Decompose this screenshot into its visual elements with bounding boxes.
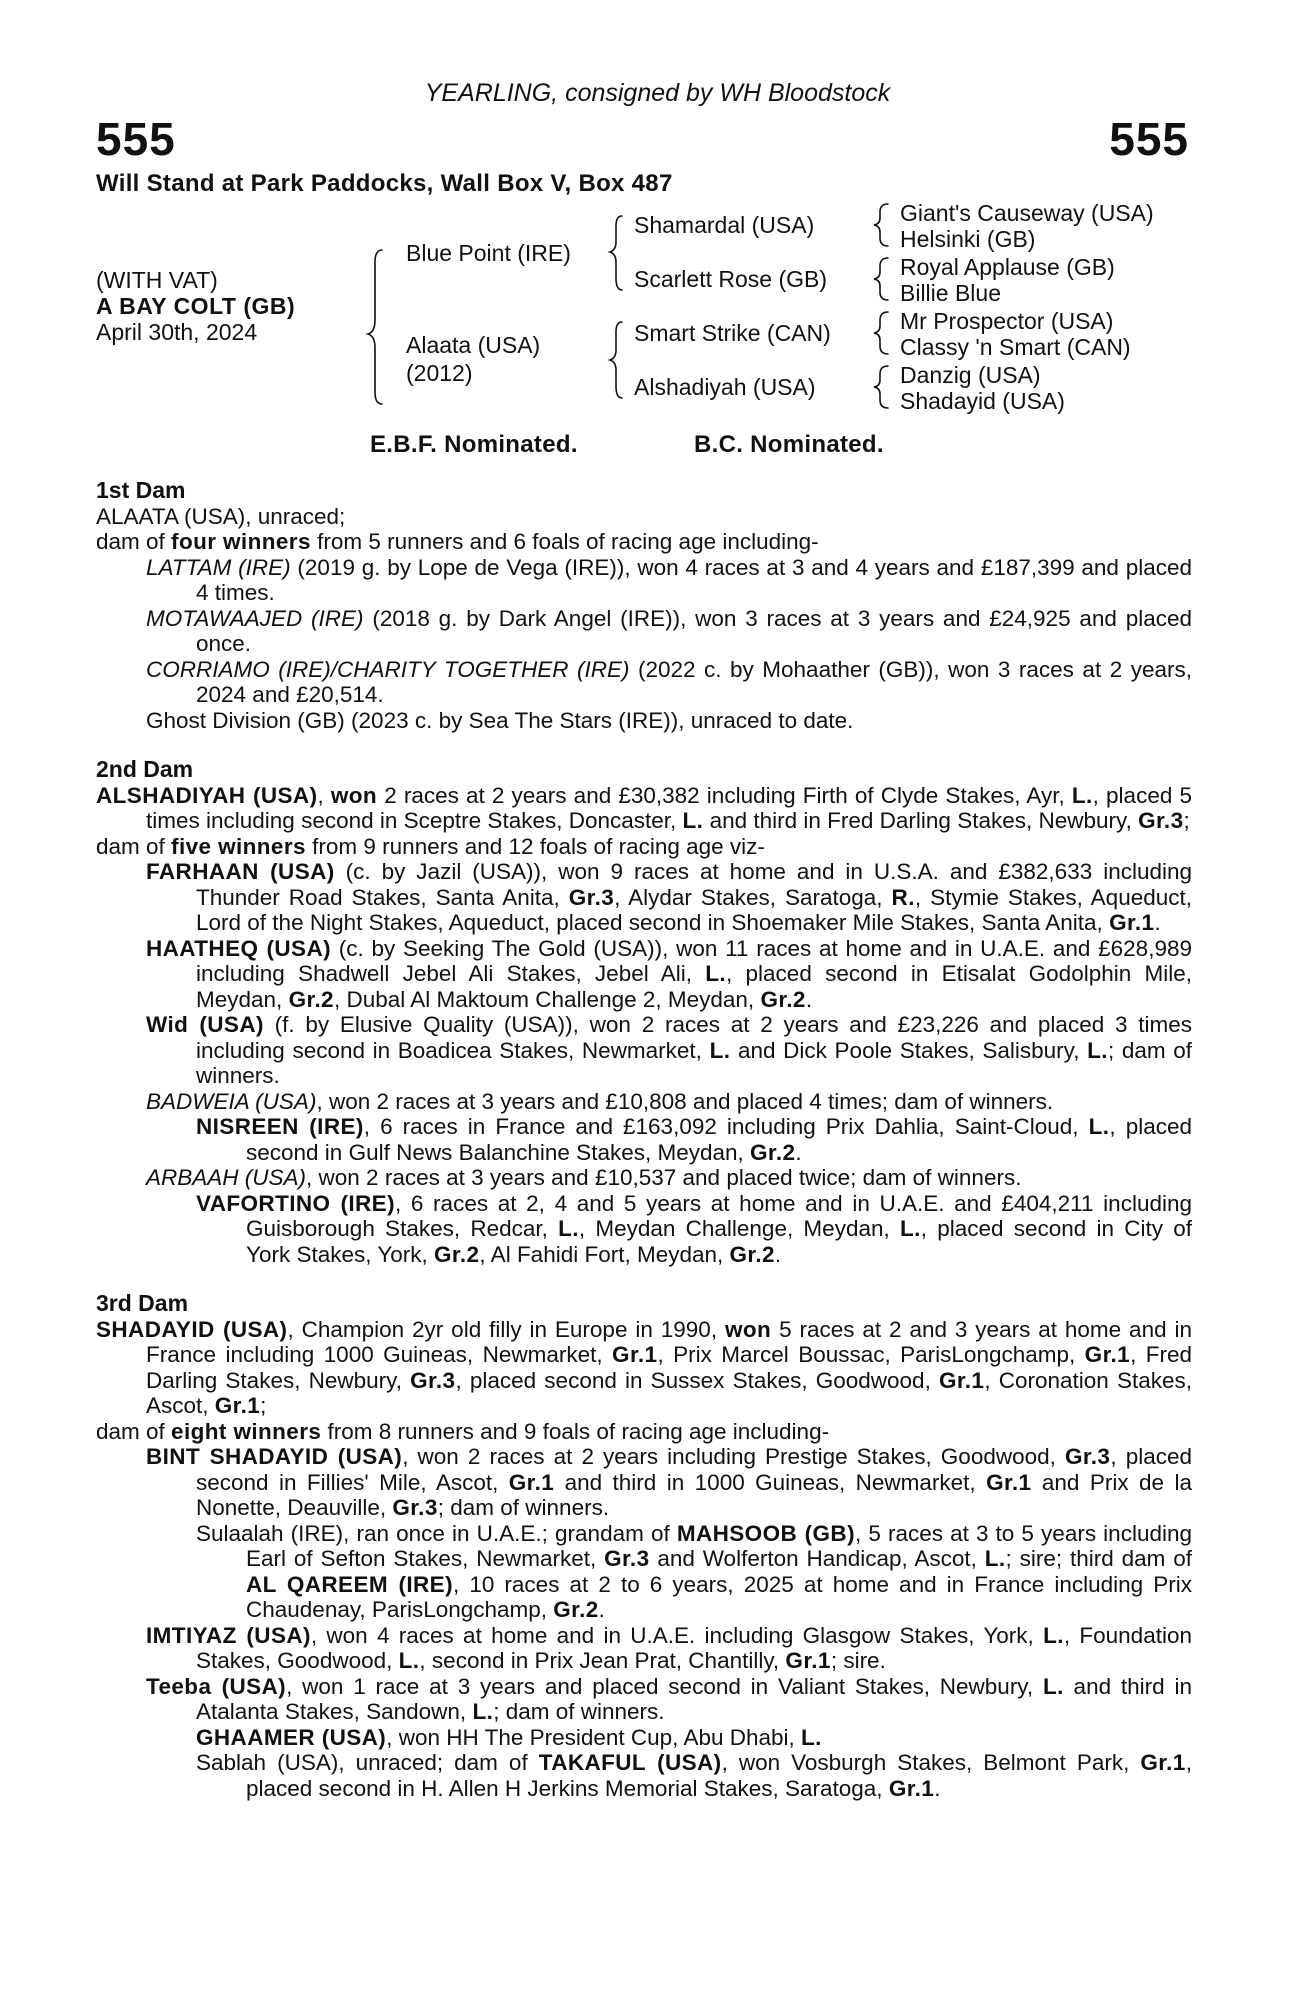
produce-entry: ARBAAH (USA), won 2 races at 3 years and £10,537 and placed twice; dam of winners.: [146, 1165, 1022, 1190]
produce-entry: HAATHEQ (USA) (c. by Seeking The Gold (USA)), won 11 races at home and in U.A.E. and £628,989 including Shadwell Jebel Ali Stakes, Jebel Ali, L., placed second in Etisalat Godolphin Mile, Meydan, Gr.2, Dubal Al Maktoum Challenge 2, Meydan, Gr.2.: [146, 935, 1192, 1012]
bracket-dd: [874, 366, 888, 408]
consignment-title: YEARLING, consigned by WH Bloodstock: [424, 79, 891, 107]
produce-entry: CORRIAMO (IRE)/CHARITY TOGETHER (IRE) (2022 c. by Mohaather (GB)), won 3 races at 2 years, 2024 and £20,514.: [146, 656, 1192, 707]
produce-entry: Wid (USA) (f. by Elusive Quality (USA)), won 2 races at 2 years and £23,226 and placed 3 times including second in Boadicea Stakes, Newmarket, L. and Dick Poole Stakes, Salisbury, L.; dam of winners.: [146, 1012, 1192, 1088]
first-dam-line: ALAATA (USA), unraced;: [96, 503, 346, 529]
pedigree-ss-dam: Helsinki (GB): [900, 226, 1036, 252]
bracket-dam: [610, 322, 622, 398]
produce-entry: BINT SHADAYID (USA), won 2 races at 2 years including Prestige Stakes, Goodwood, Gr.3, placed second in Fillies' Mile, Ascot, Gr.1 and third in 1000 Guineas, Newmarket, Gr.1 and Prix de la Nonette, Deauville, Gr.3; dam of winners.: [146, 1444, 1192, 1520]
bracket-sire: [610, 216, 622, 290]
pedigree-ss-sire: Giant's Causeway (USA): [900, 200, 1154, 226]
second-dam-produce: dam of five winners from 9 runners and 12 foals of racing age viz-: [96, 833, 765, 859]
first-dam-heading: 1st Dam: [96, 477, 186, 503]
pedigree-sire-sire: Shamardal (USA): [634, 212, 815, 238]
horse-dob: April 30th, 2024: [96, 319, 258, 345]
pedigree-dam: Alaata (USA): [406, 332, 541, 358]
produce-entry: Ghost Division (GB) (2023 c. by Sea The Stars (IRE)), unraced to date.: [146, 707, 854, 733]
produce-entry: Sulaalah (IRE), ran once in U.A.E.; grandam of MAHSOOB (GB), 5 races at 3 to 5 years including Earl of Sefton Stakes, Newmarket, Gr.3 and Wolferton Handicap, Ascot, L.; sire; third dam of AL QAREEM (IRE), 10 races at 2 to 6 years, 2025 at home and in France including Prix Chaudenay, ParisLongchamp, Gr.2.: [196, 1520, 1193, 1622]
produce-entry: VAFORTINO (IRE), 6 races at 2, 4 and 5 years at home and in U.A.E. and £404,211 including Guisborough Stakes, Redcar, L., Meydan Challenge, Meydan, L., placed second in City of York Stakes, York, Gr.2, Al Fahidi Fort, Meydan, Gr.2.: [196, 1190, 1193, 1267]
produce-entry: FARHAAN (USA) (c. by Jazil (USA)), won 9 races at home and in U.S.A. and £382,633 including Thunder Road Stakes, Santa Anita, Gr.3, Alydar Stakes, Saratoga, R., Stymie Stakes, Aqueduct, Lord of the Night Stakes, Aqueduct, placed second in Shoemaker Mile Stakes, Santa Anita, Gr.1.: [146, 859, 1193, 935]
first-dam-produce: dam of four winners from 5 runners and 6 foals of racing age including-: [96, 529, 819, 554]
bracket-sd: [874, 258, 888, 300]
bracket-ss: [874, 204, 888, 246]
stand-location: Will Stand at Park Paddocks, Wall Box V, Box 487: [96, 170, 673, 197]
produce-entry: IMTIYAZ (USA), won 4 races at home and in U.A.E. including Glasgow Stakes, York, L., Foundation Stakes, Goodwood, L., second in Prix Jean Prat, Chantilly, Gr.1; sire.: [146, 1622, 1192, 1673]
second-dam-record: ALSHADIYAH (USA), won 2 races at 2 years and £30,382 including Firth of Clyde Stakes, Ayr, L., placed 5 times including second in Sceptre Stakes, Doncaster, L. and third in Fred Darling Stakes, Newbury, Gr.3;: [96, 782, 1192, 833]
produce-entry: LATTAM (IRE) (2019 g. by Lope de Vega (IRE)), won 4 races at 3 and 4 years and £187,399 and placed 4 times.: [146, 554, 1193, 605]
produce-entry: Sablah (USA), unraced; dam of TAKAFUL (USA), won Vosburgh Stakes, Belmont Park, Gr.1, placed second in H. Allen H Jerkins Memorial Stakes, Saratoga, Gr.1.: [196, 1750, 1192, 1801]
horse-name: A BAY COLT (GB): [96, 293, 296, 319]
lot-number-left: 555: [96, 113, 176, 165]
pedigree-dd-dam: Shadayid (USA): [900, 388, 1065, 414]
produce-entry: GHAAMER (USA), won HH The President Cup, Abu Dhabi, L.: [196, 1724, 822, 1750]
produce-entry: BADWEIA (USA), won 2 races at 3 years and £10,808 and placed 4 times; dam of winners.: [146, 1088, 1054, 1114]
pedigree-sire: Blue Point (IRE): [406, 240, 571, 266]
pedigree-ds-sire: Mr Prospector (USA): [900, 308, 1114, 334]
pedigree-dam-year: (2012): [406, 360, 473, 386]
bracket-main: [368, 250, 382, 404]
third-dam-heading: 3rd Dam: [96, 1290, 189, 1316]
third-dam-record: SHADAYID (USA), Champion 2yr old filly in Europe in 1990, won 5 races at 2 and 3 years at home and in France including 1000 Guineas, Newmarket, Gr.1, Prix Marcel Boussac, ParisLongchamp, Gr.1, Fred Darling Stakes, Newbury, Gr.3, placed second in Sussex Stakes, Goodwood, Gr.1, Coronation Stakes, Ascot, Gr.1;: [96, 1316, 1192, 1418]
produce-entry: MOTAWAAJED (IRE) (2018 g. by Dark Angel (IRE)), won 3 races at 3 years and £24,925 and placed once.: [146, 605, 1192, 656]
pedigree-dam-sire: Smart Strike (CAN): [634, 320, 831, 346]
lot-number-right: 555: [1109, 113, 1189, 165]
produce-entry: Teeba (USA), won 1 race at 3 years and placed second in Valiant Stakes, Newbury, L. and third in Atalanta Stakes, Sandown, L.; dam of winners.: [146, 1673, 1193, 1724]
vat-label: (WITH VAT): [96, 267, 218, 293]
bracket-ds: [874, 312, 888, 354]
pedigree-dam-dam: Alshadiyah (USA): [634, 374, 816, 400]
produce-entry: NISREEN (IRE), 6 races in France and £163,092 including Prix Dahlia, Saint-Cloud, L., placed second in Gulf News Balanchine Stakes, Meydan, Gr.2.: [196, 1114, 1193, 1165]
third-dam-produce: dam of eight winners from 8 runners and 9 foals of racing age including-: [96, 1418, 830, 1444]
second-dam-heading: 2nd Dam: [96, 756, 194, 782]
bc-nomination: B.C. Nominated.: [694, 431, 884, 458]
pedigree-sd-sire: Royal Applause (GB): [900, 254, 1115, 280]
ebf-nomination: E.B.F. Nominated.: [370, 431, 578, 458]
pedigree-sire-dam: Scarlett Rose (GB): [634, 266, 827, 292]
pedigree-notes: [96, 478, 1192, 1801]
pedigree-ds-dam: Classy 'n Smart (CAN): [900, 334, 1131, 360]
pedigree-sd-dam: Billie Blue: [900, 280, 1001, 306]
pedigree-dd-sire: Danzig (USA): [900, 362, 1041, 388]
